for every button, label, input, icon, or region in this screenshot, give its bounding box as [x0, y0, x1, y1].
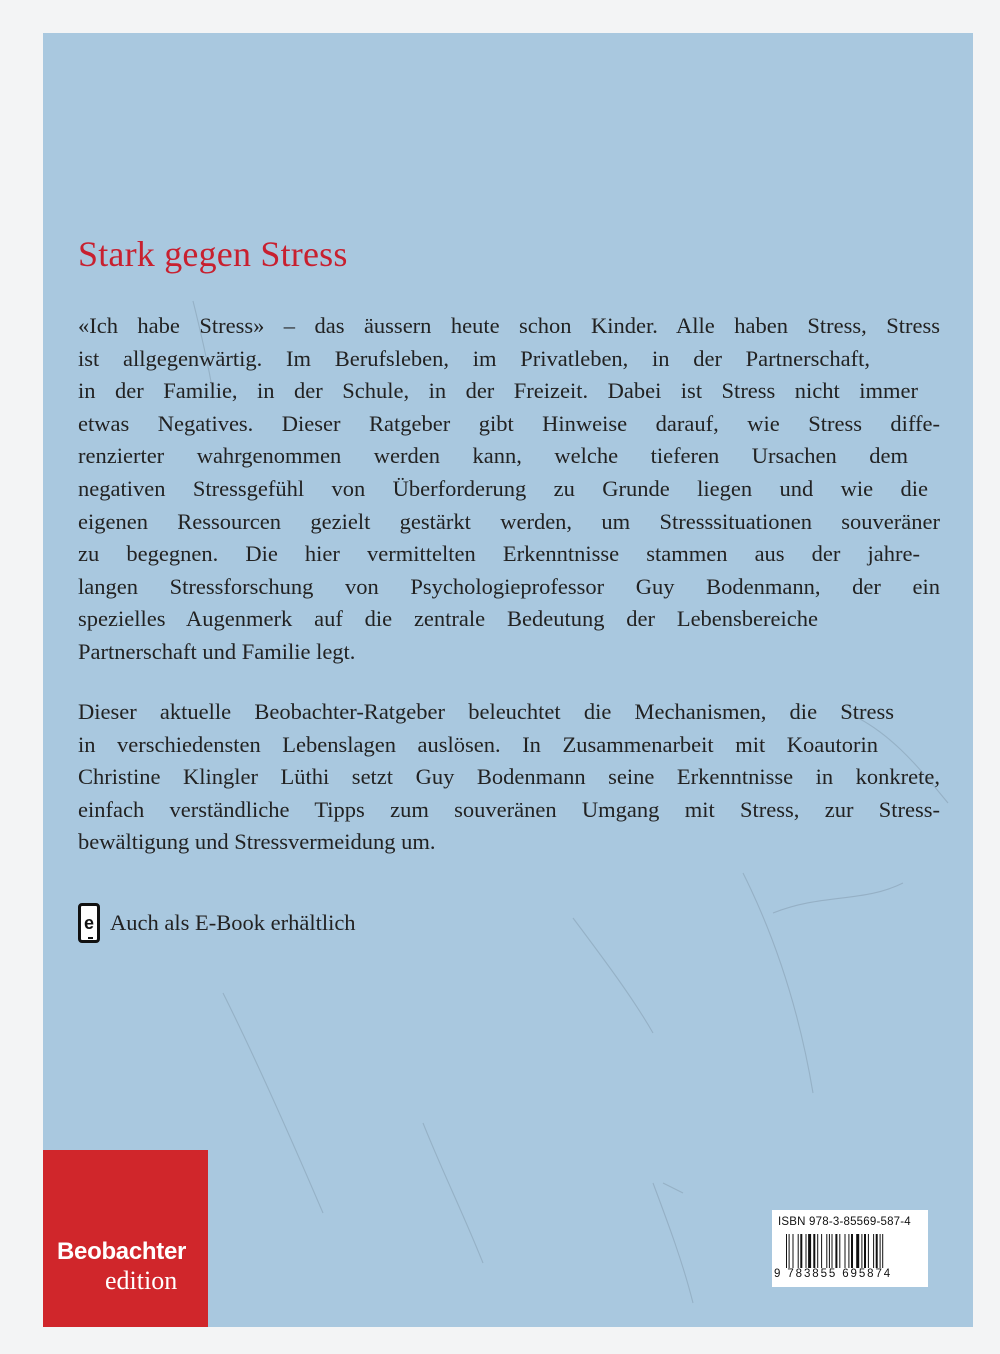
- text-line: Christine Klingler Lüthi setzt Guy Bodenmann seine Erkenntnisse in konkrete,: [78, 764, 940, 790]
- blurb-paragraph-2: [78, 696, 940, 859]
- isbn-label: ISBN 978-3-85569-587-4: [778, 1216, 911, 1228]
- text-line: in der Familie, in der Schule, in der Freizeit. Dabei ist Stress nicht immer: [78, 378, 918, 404]
- ebook-icon: e: [78, 903, 100, 943]
- ebook-note: [78, 899, 356, 947]
- text-line: Partnerschaft und Familie legt.: [78, 638, 356, 664]
- text-line: zu begegnen. Die hier vermittelten Erkenntnisse stammen aus der jahre-: [78, 541, 920, 567]
- text-line: spezielles Augenmerk auf die zentrale Bedeutung der Lebensbereiche: [78, 606, 818, 632]
- text-line: etwas Negatives. Dieser Ratgeber gibt Hinweise darauf, wie Stress diffe-: [78, 410, 940, 436]
- text-line: negativen Stressgefühl von Überforderung zu Grunde liegen und wie die: [78, 475, 928, 501]
- ebook-text: Auch als E-Book erhältlich: [110, 910, 356, 935]
- text-line: renzierter wahrgenommen werden kann, welche tieferen Ursachen dem: [78, 443, 908, 469]
- barcode-digits: 9 783855 695874: [774, 1268, 893, 1280]
- text-line: Dieser aktuelle Beobachter-Ratgeber beleuchtet die Mechanismen, die Stress: [78, 699, 894, 724]
- publisher-sub: edition: [105, 1266, 178, 1295]
- publisher-logo: [43, 1150, 208, 1327]
- publisher-name: Beobachter: [57, 1238, 187, 1265]
- book-title: Stark gegen Stress: [78, 234, 348, 274]
- pencil-scribbles: [43, 33, 973, 1327]
- isbn-barcode: [772, 1210, 928, 1287]
- barcode-bars: [786, 1234, 920, 1268]
- text-line: bewältigung und Stressvermeidung um.: [78, 829, 436, 855]
- text-line: eigenen Ressourcen gezielt gestärkt werden, um Stresssituationen souveräner: [78, 508, 940, 534]
- blurb-paragraph-1: [78, 310, 940, 669]
- text-line: ist allgegenwärtig. Im Berufsleben, im Privatleben, in der Partnerschaft,: [78, 345, 870, 371]
- book-back-cover: [43, 33, 973, 1327]
- text-line: «Ich habe Stress» – das äussern heute schon Kinder. Alle haben Stress, Stress: [78, 313, 940, 338]
- text-line: in verschiedensten Lebenslagen auslösen. In Zusammenarbeit mit Koautorin: [78, 731, 878, 757]
- text-line: langen Stressforschung von Psychologieprofessor Guy Bodenmann, der ein: [78, 573, 940, 599]
- text-line: einfach verständliche Tipps zum souveränen Umgang mit Stress, zur Stress-: [78, 796, 940, 822]
